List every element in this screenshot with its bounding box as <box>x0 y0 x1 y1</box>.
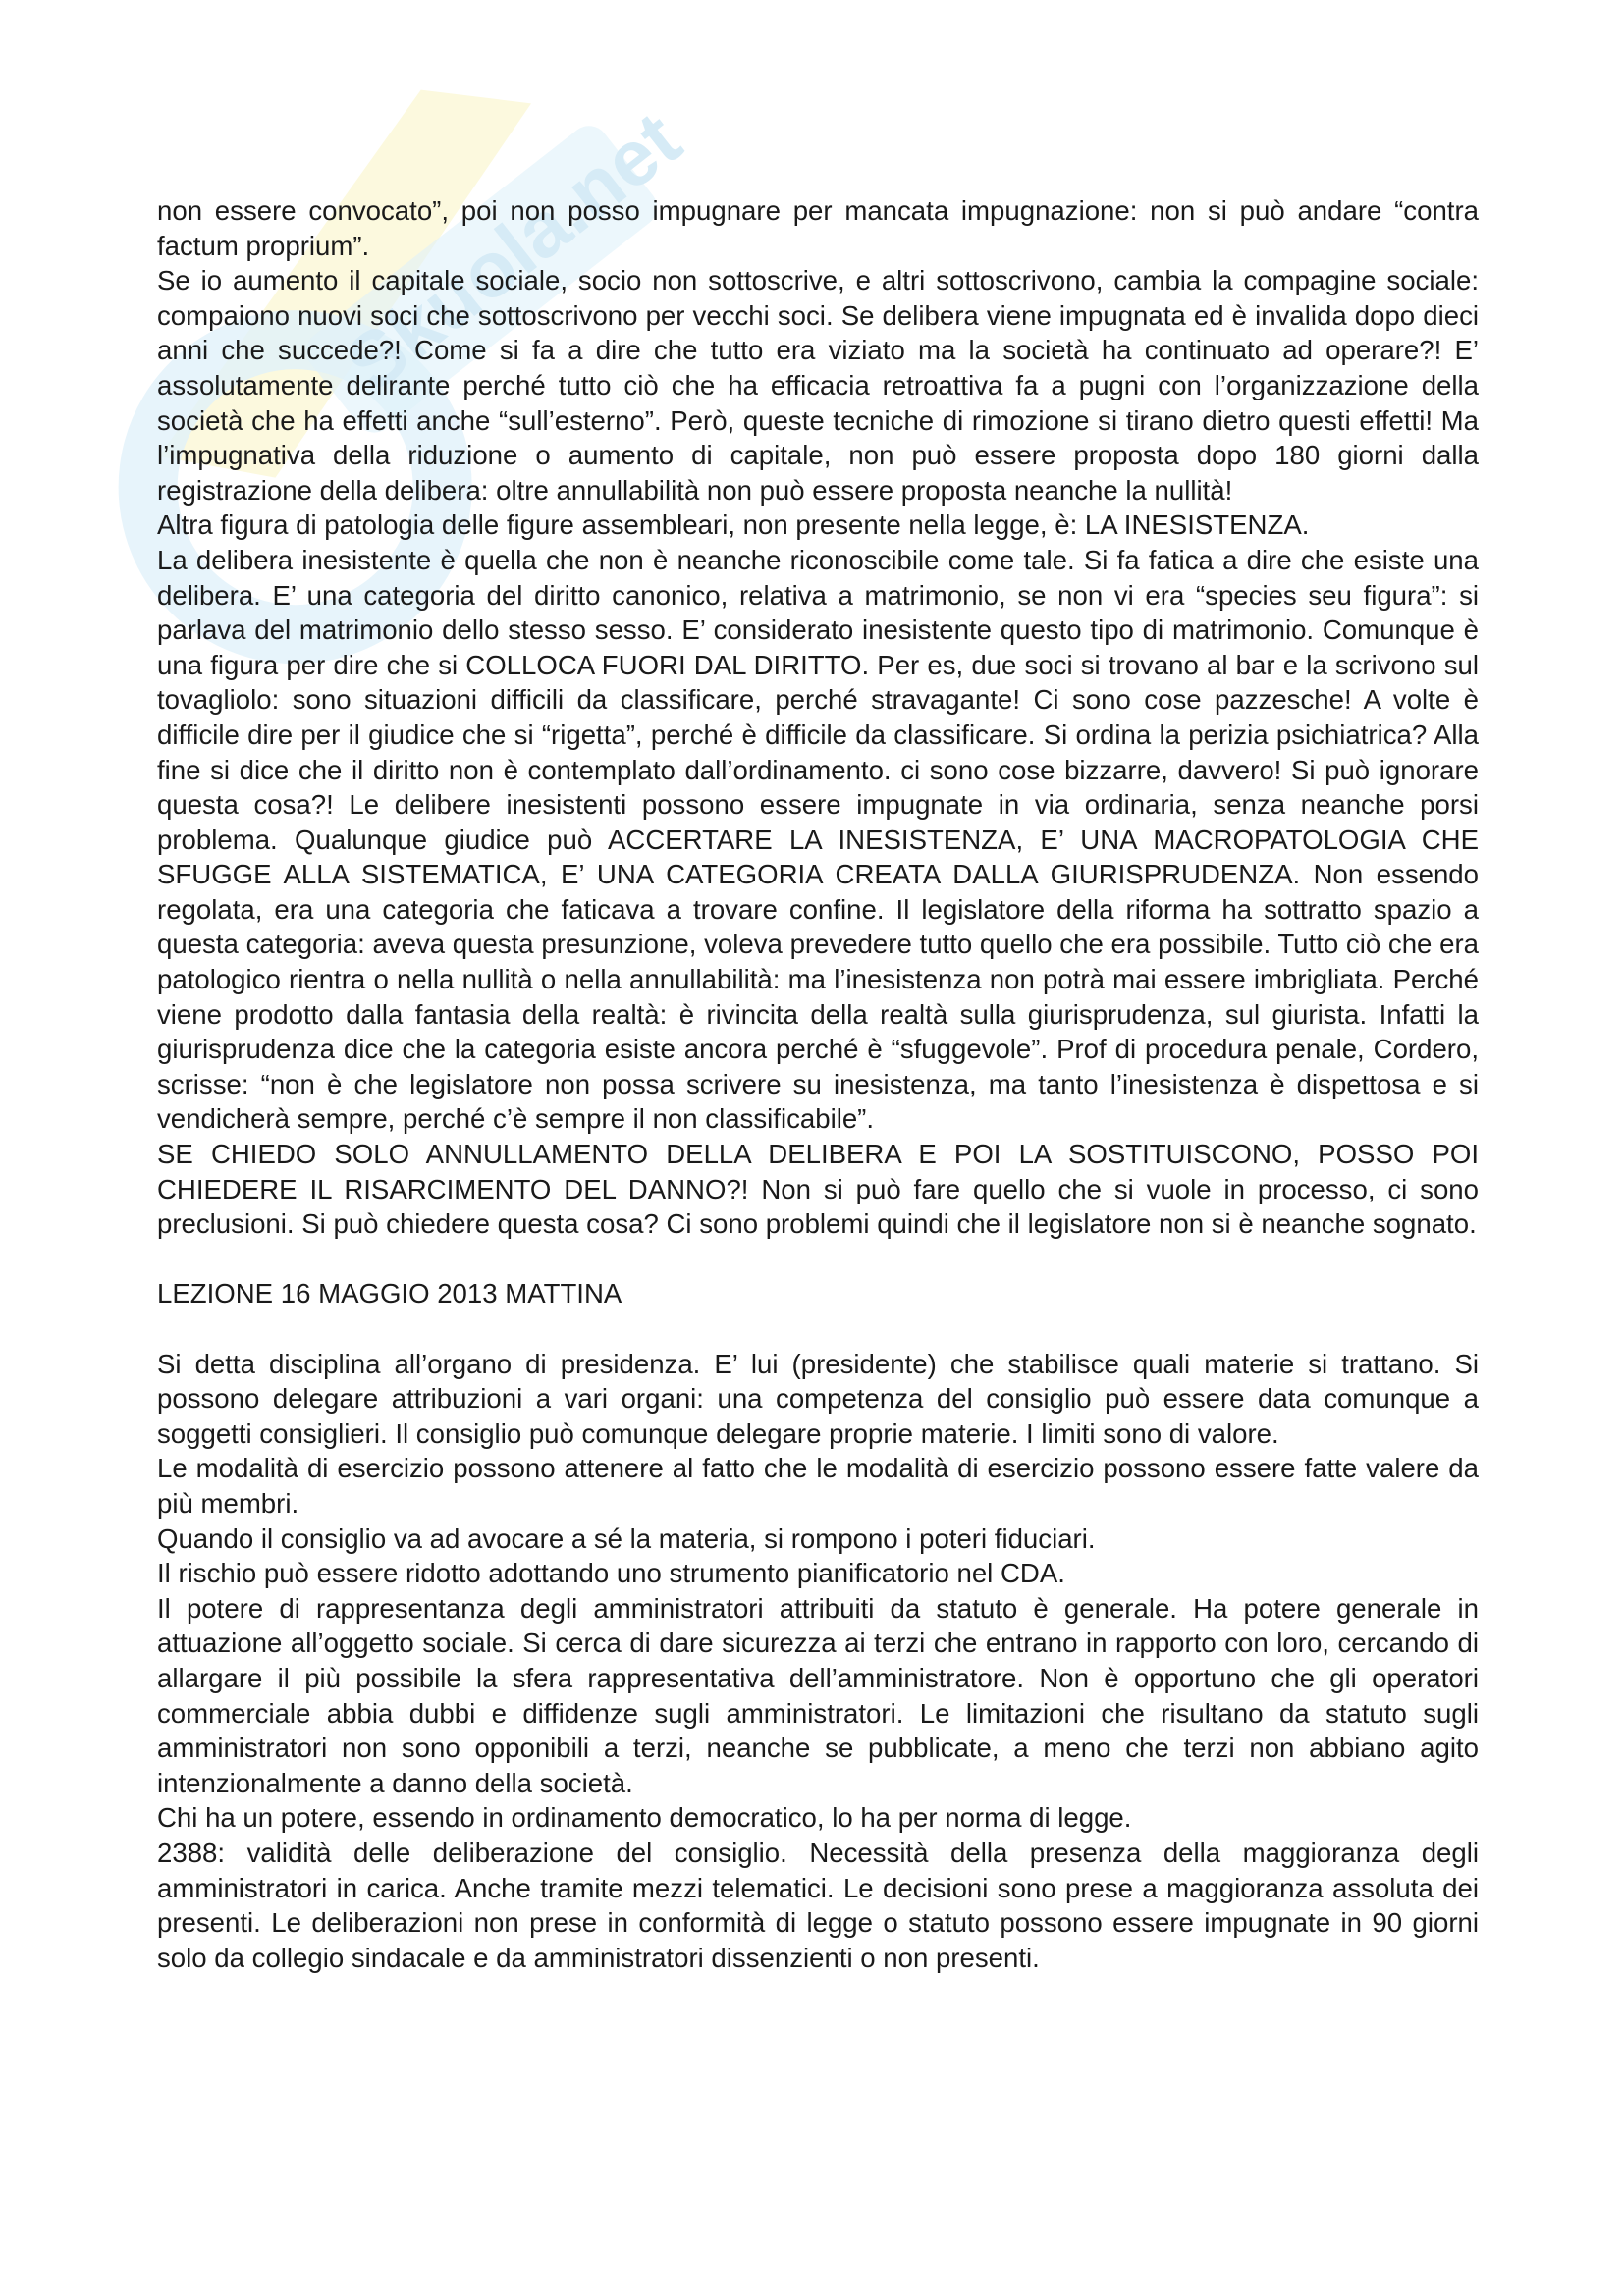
paragraph: Il rischio può essere ridotto adottando uno strumento pianificatorio nel CDA. <box>157 1558 1065 1589</box>
section-inesistenza <box>157 193 1479 1242</box>
paragraph: non essere convocato”, poi non posso impugnare per mancata impugnazione: non si può andare “contra factum proprium”. <box>157 195 1479 261</box>
paragraph: Il potere di rappresentanza degli amministratori attribuiti da statuto è generale. Ha potere generale in attuazione all’oggetto sociale. Si cerca di dare sicurezza ai terzi che entrano in rapporto con loro, cercando di allargare il più possibile la sfera rappresentativa dell’amministratore. Non è opportuno che gli operatori commerciale abbia dubbi e diffidenze sugli amministratori. Le limitazioni che risultano da statuto sugli amministratori non sono opponibili a terzi, neanche se pubblicate, a meno che terzi non abbiano agito intenzionalmente a danno della società. <box>157 1592 1479 1798</box>
paragraph: La delibera inesistente è quella che non è neanche riconoscibile come tale. Si fa fatica a dire che esiste una delibera. E’ una categoria del diritto canonico, relativa a matrimonio, se non vi era “species seu figura”: si parlava del matrimonio dello stesso sesso. E’ considerato inesistente questo tipo di matrimonio. Comunque è una figura per dire che si COLLOCA FUORI DAL DIRITTO. Per es, due soci si trovano al bar e la scrivono sul tovagliolo: sono situazioni difficili da classificare, perché stravagante! Ci sono cose pazzesche! A volte è difficile dire per il giudice che si “rigetta”, perché è difficile da classificare. Si ordina la perizia psichiatrica? Alla fine si dice che il diritto non è contemplato dall’ordinamento. ci sono cose bizzarre, davvero! Si può ignorare questa cosa?! Le delibere inesistenti possono essere impugnate in via ordinaria, senza neanche porsi problema. Qualunque giudice può ACCERTARE LA INESISTENZA, E’ UNA MACROPATOLOGIA CHE SFUGGE ALLA SISTEMATICA, E’ UNA CATEGORIA CREATA DALLA GIURISPRUDENZA. Non essendo regolata, era una categoria che faticava a trovare confine. Il legislatore della riforma ha sottratto spazio a questa categoria: aveva questa presunzione, voleva prevedere tutto quello che era possibile. Tutto ciò che era patologico rientra o nella nullità o nella annullabilità: ma l’inesistenza non potrà mai essere imbrigliata. Perché viene prodotto dalla fantasia della realtà: è rivincita della realtà sulla giurisprudenza, sul giurista. Infatti la giurisprudenza dice che la categoria esiste ancora perché è “sfuggevole”. Prof di procedura penale, Cordero, scrisse: “non è che legislatore non possa scrivere su inesistenza, ma tanto l’inesistenza è dispettosa e si vendicherà sempre, perché c’è sempre il non classificabile”. <box>157 544 1479 1135</box>
paragraph: Altra figura di patologia delle figure assembleari, non presente nella legge, è: LA INESISTENZA. <box>157 509 1310 541</box>
lesson-heading: LEZIONE 16 MAGGIO 2013 MATTINA <box>157 1278 622 1309</box>
spacer <box>157 1242 1479 1277</box>
section-lezione <box>157 1347 1479 1976</box>
paragraph: Quando il consiglio va ad avocare a sé la materia, si rompono i poteri fiduciari. <box>157 1522 1096 1554</box>
paragraph: Chi ha un potere, essendo in ordinamento democratico, lo ha per norma di legge. <box>157 1802 1132 1834</box>
watermark-text: Skuola.net <box>329 94 697 408</box>
document-body <box>157 193 1479 1975</box>
paragraph: Si detta disciplina all’organo di presidenza. E’ lui (presidente) che stabilisce quali materie si trattano. Si possono delegare attribuzioni a vari organi: una competenza del consiglio può essere data comunque a soggetti consiglieri. Il consiglio può comunque delegare proprie materie. I limiti sono di valore. <box>157 1348 1479 1449</box>
paragraph: Le modalità di esercizio possono attenere al fatto che le modalità di esercizio possono essere fatte valere da più membri. <box>157 1453 1479 1519</box>
paragraph: SE CHIEDO SOLO ANNULLAMENTO DELLA DELIBERA E POI LA SOSTITUISCONO, POSSO POI CHIEDERE IL RISARCIMENTO DEL DANNO?! Non si può fare quello che si vuole in processo, ci sono preclusioni. Si può chiedere questa cosa? Ci sono problemi quindi che il legislatore non si è neanche sognato. <box>157 1139 1479 1240</box>
spacer <box>157 1311 1479 1347</box>
paragraph: 2388: validità delle deliberazione del consiglio. Necessità della presenza della maggioranza degli amministratori in carica. Anche tramite mezzi telematici. Le decisioni sono prese a maggioranza assoluta dei presenti. Le deliberazioni non prese in conformità di legge o statuto possono essere impugnate in 90 giorni solo da collegio sindacale e da amministratori dissenzienti o non presenti. <box>157 1837 1479 1973</box>
paragraph: Se io aumento il capitale sociale, socio non sottoscrive, e altri sottoscrivono, cambia la compagine sociale: compaiono nuovi soci che sottoscrivono per vecchi soci. Se delibera viene impugnata ed è invalida dopo dieci anni che succede?! Come si fa a dire che tutto era viziato ma la società ha continuato ad operare?! E’ assolutamente delirante perché tutto ciò che ha efficacia retroattiva fa a pugni con l’organizzazione della società che ha effetti anche “sull’esterno”. Però, queste tecniche di rimozione si tirano dietro questi effetti! Ma l’impugnativa della riduzione o aumento di capitale, non può essere proposta dopo 180 giorni dalla registrazione della delibera: oltre annullabilità non può essere proposta neanche la nullità! <box>157 265 1479 506</box>
